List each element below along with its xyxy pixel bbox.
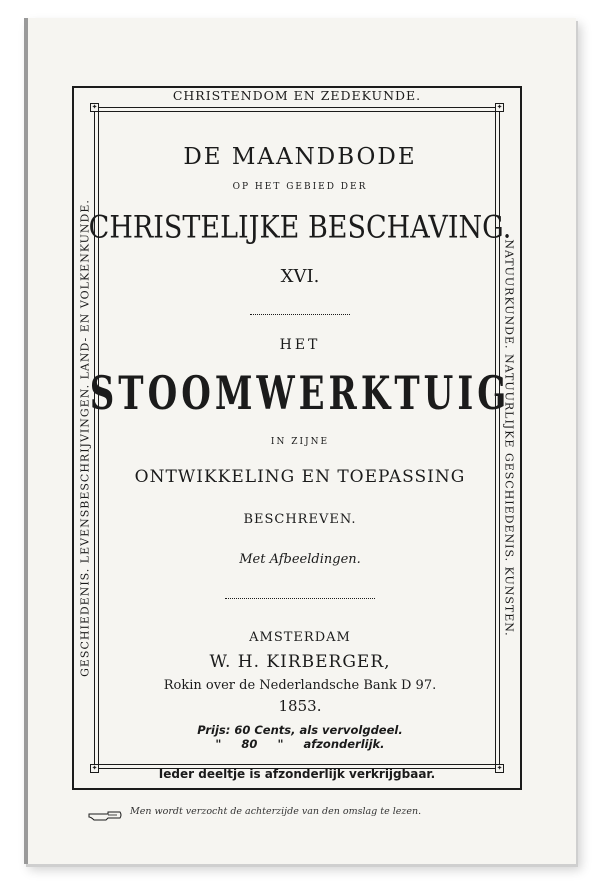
divider-rule (250, 314, 350, 315)
series-name: CHRISTELIJKE BESCHAVING. (88, 209, 512, 246)
corner-ornament-bottom-right: ✦ (496, 764, 503, 772)
pointing-hand-icon (88, 806, 122, 818)
title-article: HET (279, 337, 321, 353)
border-top-text: CHRISTENDOM EN ZEDEKUNDE. (172, 88, 422, 103)
imprint-year: 1853. (278, 697, 322, 715)
corner-ornament-bottom-left: ✦ (91, 764, 98, 772)
series-title: DE MAANDBODE (183, 144, 417, 170)
divider-rule-2 (225, 598, 375, 599)
subtitle-described: BESCHREVEN. (243, 512, 357, 527)
border-right-text: NATUURKUNDE. NATUURLIJKE GESCHIEDENIS. KUNSTEN. (502, 239, 516, 637)
illustrations-note: Met Afbeeldingen. (239, 552, 361, 567)
series-number: XVI. (280, 266, 320, 287)
price-line-1: Prijs: 60 Cents, als vervolgdeel. (197, 723, 403, 737)
book-title: STOOMWERKTUIG (89, 367, 511, 421)
footnote-text: Men wordt verzocht de achterzijde van den omslag te lezen. (130, 806, 422, 817)
imprint-city: AMSTERDAM (249, 630, 351, 645)
corner-ornament-top-left: ✦ (91, 103, 98, 111)
subtitle-in-zijne: IN ZIJNE (270, 437, 330, 447)
price-line-2: " 80 " afzonderlijk. (215, 737, 385, 751)
border-left-text: GESCHIEDENIS. LEVENSBESCHRIJVINGEN. LAND- EN VOLKENKUNDE. (78, 199, 92, 677)
corner-ornament-top-right: ✦ (496, 103, 503, 111)
subtitle-development: ONTWIKKELING EN TOEPASSING (134, 467, 466, 487)
imprint-publisher: W. H. KIRBERGER, (209, 652, 391, 672)
imprint-address: Rokin over de Nederlandsche Bank D 97. (163, 678, 437, 693)
border-bottom-text: Ieder deeltje is afzonderlijk verkrijgbaar. (158, 767, 436, 781)
series-subtitle: OP HET GEBIED DER (232, 182, 368, 192)
